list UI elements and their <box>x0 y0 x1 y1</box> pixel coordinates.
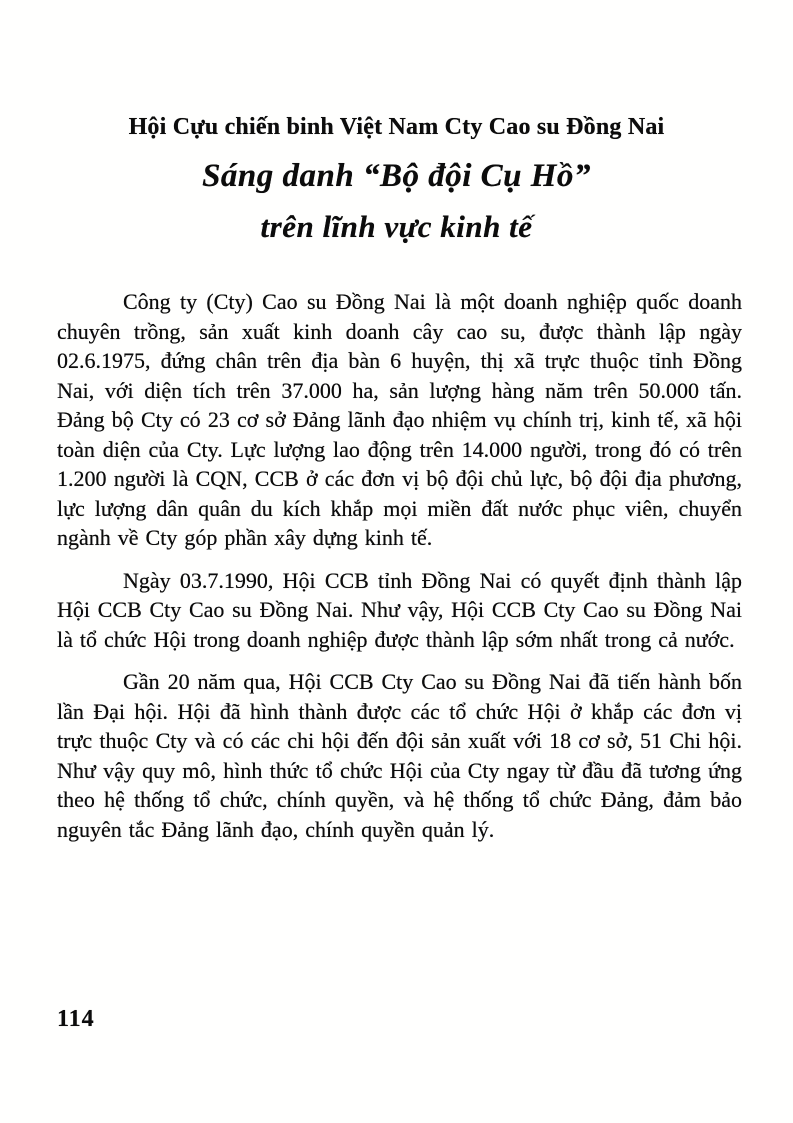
article-body <box>57 287 742 844</box>
article-title-block <box>0 110 793 249</box>
paragraph-company-intro: Công ty (Cty) Cao su Đồng Nai là một doanh nghiệp quốc doanh chuyên trồng, sản xuất kinh doanh cây cao su, được thành lập ngày 02.6.1975, đứng chân trên địa bàn 6 huyện, thị xã trực thuộc tỉnh Đồng Nai, với diện tích trên 37.000 ha, sản lượng hàng năm trên 50.000 tấn. Đảng bộ Cty có 23 cơ sở Đảng lãnh đạo nhiệm vụ chính trị, kinh tế, xã hội toàn diện của Cty. Lực lượng lao động trên 14.000 người, trong đó có trên 1.200 người là CQN, CCB ở các đơn vị bộ đội chủ lực, bộ đội địa phương, lực lượng dân quân du kích khắp mọi miền đất nước phục viên, chuyển ngành về Cty góp phần xây dựng kinh tế. <box>57 289 742 550</box>
article-title-sub: trên lĩnh vực kinh tế <box>260 209 533 244</box>
article-title-kicker: Hội Cựu chiến binh Việt Nam Cty Cao su Đồng Nai <box>128 114 665 140</box>
article-title-main: Sáng danh “Bộ đội Cụ Hồ” <box>202 158 591 194</box>
paragraph-founding-decision: Ngày 03.7.1990, Hội CCB tỉnh Đồng Nai có quyết định thành lập Hội CCB Cty Cao su Đồng Nai. Như vậy, Hội CCB Cty Cao su Đồng Nai là tổ chức Hội trong doanh nghiệp được thành lập sớm nhất trong cả nước. <box>57 567 742 652</box>
paragraph-20-years: Gần 20 năm qua, Hội CCB Cty Cao su Đồng Nai đã tiến hành bốn lần Đại hội. Hội đã hình thành được các tổ chức Hội ở khắp các đơn vị trực thuộc Cty và có các chi hội đến đội sản xuất với 18 cơ sở, 51 Chi hội. Như vậy quy mô, hình thức tổ chức Hội của Cty ngay từ đầu đã tương ứng theo hệ thống tổ chức, chính quyền, và hệ thống tổ chức Đảng, đảm bảo nguyên tắc Đảng lãnh đạo, chính quyền quản lý. <box>57 669 742 842</box>
page-number: 114 <box>57 1006 95 1032</box>
